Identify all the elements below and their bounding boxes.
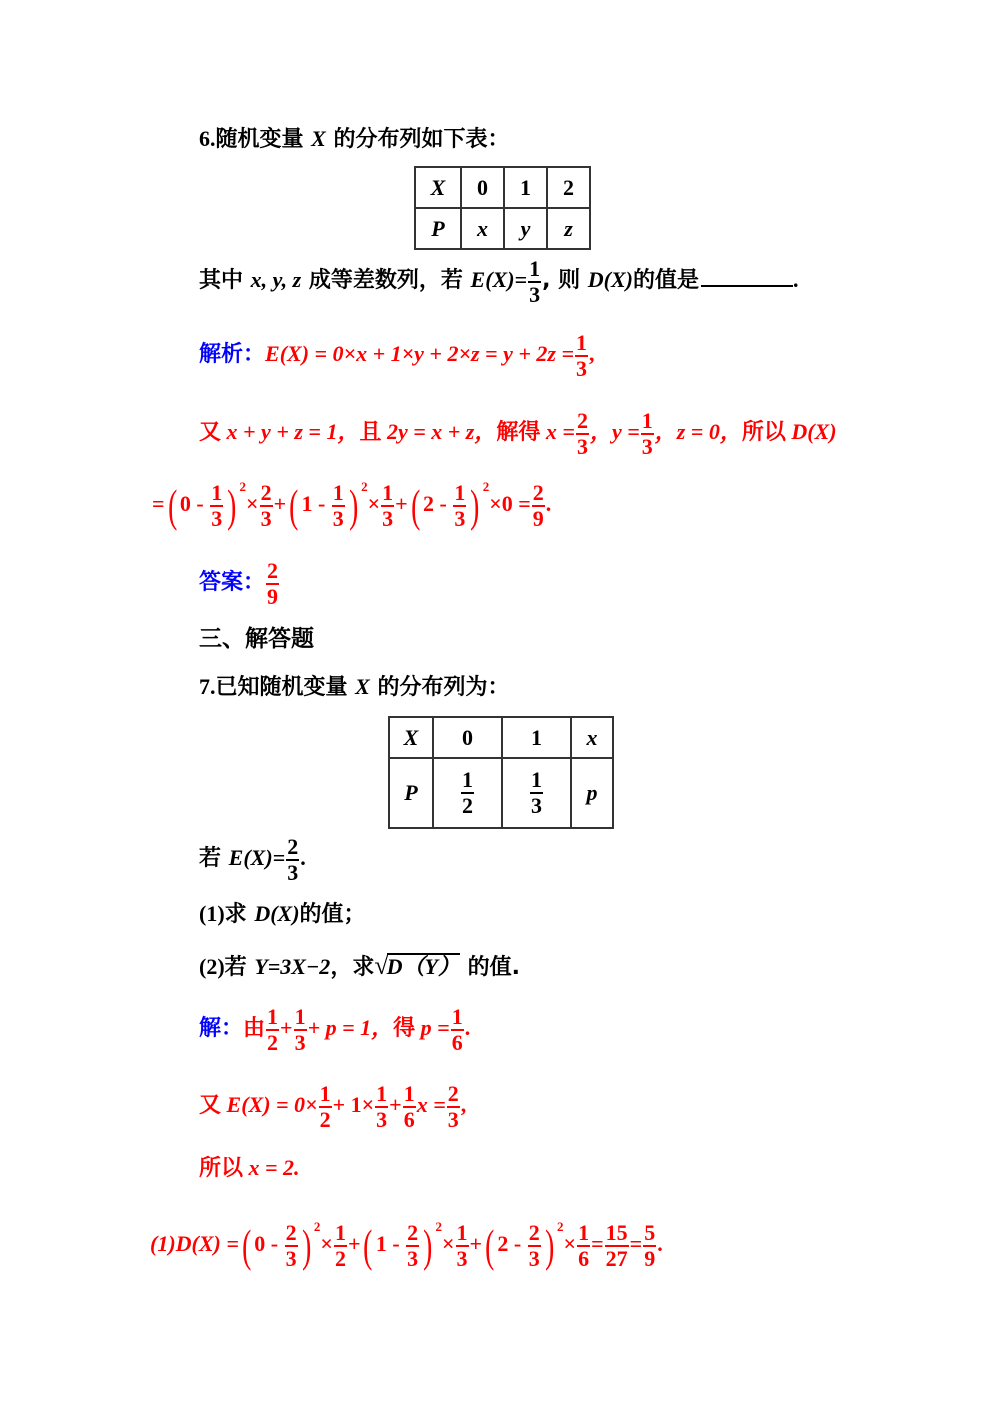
numerator: 1	[403, 1081, 415, 1106]
numerator: 2	[285, 1220, 297, 1245]
equation: ，y =	[589, 419, 640, 445]
table-header-x: X	[415, 167, 461, 208]
text: 其中	[199, 268, 251, 294]
exponent: 2	[557, 1218, 564, 1234]
prompt-text: 的分布列如下表：	[325, 127, 510, 152]
fraction	[381, 482, 394, 530]
numerator: 2	[447, 1081, 459, 1106]
numerator: 1	[641, 408, 653, 433]
denominator: 3	[576, 434, 588, 459]
denominator: 3	[641, 434, 653, 459]
numerator: 2	[407, 1220, 419, 1245]
variables: x, y, z	[250, 267, 302, 293]
part-label: (2)	[199, 954, 225, 979]
fraction	[532, 482, 545, 530]
denominator: 3	[531, 793, 542, 818]
fraction	[530, 769, 543, 817]
table-header-p: P	[389, 758, 433, 828]
text: 0	[501, 491, 513, 517]
q6-analysis-line2	[199, 410, 837, 458]
fraction	[528, 1222, 541, 1270]
q7-solution-line2	[199, 1083, 466, 1131]
fraction	[294, 1006, 307, 1054]
text: 且	[359, 420, 382, 446]
denominator: 2	[319, 1107, 331, 1132]
numerator: 1	[578, 1220, 590, 1245]
numerator: 1	[576, 330, 587, 355]
equation: E(X) = 0×x + 1×y + 2×z = y + 2z =	[265, 341, 574, 367]
expectation: E(X)=	[228, 845, 286, 871]
numerator: 1	[332, 480, 344, 505]
equation: E(X) = 0×	[221, 1092, 318, 1118]
q6-condition	[199, 258, 798, 306]
right-paren: )	[423, 1220, 433, 1271]
analysis-label: 解析：	[199, 342, 266, 368]
denominator: 6	[403, 1107, 415, 1132]
right-paren: )	[470, 480, 480, 531]
fraction	[456, 1222, 469, 1270]
q7-distribution-table	[388, 716, 614, 829]
denominator: 6	[451, 1030, 463, 1055]
numerator: 1	[451, 1004, 463, 1029]
equation: x =	[540, 419, 575, 445]
text: .	[657, 1231, 663, 1257]
left-paren: (	[410, 480, 420, 531]
left-paren: (	[363, 1220, 373, 1271]
text: 的值.	[459, 955, 520, 980]
fraction	[643, 1222, 656, 1270]
fraction	[576, 410, 589, 458]
variable: X	[355, 674, 370, 699]
fraction	[319, 1083, 332, 1131]
text: 成等差数列，若	[301, 268, 471, 294]
q7-prompt	[199, 676, 510, 699]
table-cell: 1	[502, 717, 571, 758]
table-cell: 0	[461, 167, 504, 208]
left-paren: (	[167, 480, 177, 531]
exponent: 2	[239, 478, 247, 494]
text: 0 -	[179, 491, 204, 517]
q6-analysis-line3	[152, 478, 552, 531]
solution-label: 解：	[199, 1016, 244, 1042]
equation: + p = 1，	[307, 1015, 394, 1041]
text: ,	[589, 341, 595, 367]
numerator: 1	[319, 1081, 331, 1106]
text: ,	[460, 1092, 467, 1118]
q7-solution-line3	[199, 1157, 300, 1180]
numerator: 1	[211, 480, 223, 505]
denominator: 3	[260, 506, 272, 531]
question-number: 7.	[199, 674, 216, 699]
prompt-text: 已知随机变量	[215, 675, 356, 700]
denominator: 3	[376, 1107, 388, 1132]
equation: x = 2.	[243, 1155, 300, 1180]
text: =	[518, 491, 531, 517]
q6-analysis-line1	[199, 332, 595, 380]
fraction	[375, 1083, 388, 1131]
variance: D(X)	[785, 419, 837, 445]
exponent: 2	[313, 1218, 321, 1234]
text: 1 -	[375, 1231, 400, 1257]
denominator: 3	[454, 506, 466, 531]
text: +	[347, 1231, 361, 1257]
denominator: 3	[287, 860, 299, 885]
fraction	[260, 482, 273, 530]
exponent: 2	[435, 1218, 442, 1234]
numerator: 15	[605, 1220, 628, 1245]
denominator: 6	[578, 1246, 590, 1271]
question-number: 6.	[199, 126, 216, 151]
q7-given	[199, 836, 306, 884]
text: .	[545, 491, 552, 517]
equation: x =	[416, 1092, 446, 1118]
denominator: 3	[576, 356, 587, 381]
exponent: 2	[361, 478, 368, 494]
text: 又	[199, 420, 222, 446]
text: 2 -	[497, 1231, 522, 1257]
text: .	[792, 267, 799, 293]
denominator: 2	[462, 793, 473, 818]
fraction	[286, 836, 299, 884]
fraction	[575, 332, 588, 380]
numerator: 1	[529, 256, 541, 281]
fraction	[577, 1222, 590, 1270]
fraction	[461, 769, 474, 817]
exponent: 2	[482, 478, 490, 494]
numerator: 1	[462, 767, 473, 792]
numerator: 1	[531, 767, 542, 792]
expectation: E(X)=	[470, 267, 528, 293]
equation: 2y = x + z，	[381, 419, 497, 445]
denominator: 3	[285, 1246, 297, 1271]
numerator: 1	[382, 480, 394, 505]
right-paren: )	[301, 1220, 311, 1271]
denominator: 2	[267, 1030, 279, 1055]
answer-fraction	[266, 560, 279, 608]
q7-part1	[199, 903, 366, 926]
fraction	[406, 1222, 419, 1270]
prompt-text: 随机变量	[215, 127, 312, 152]
numerator: 2	[287, 834, 299, 859]
numerator: 2	[267, 558, 279, 583]
denominator: 3	[294, 1030, 306, 1055]
numerator: 2	[528, 1220, 540, 1245]
text: =	[591, 1231, 604, 1257]
numerator: 1	[267, 1004, 279, 1029]
q6-distribution-table	[414, 166, 591, 250]
text: ×	[246, 491, 259, 517]
part-label: (1)	[199, 901, 225, 926]
denominator: 3	[407, 1246, 419, 1271]
numerator: 1	[294, 1004, 306, 1029]
denominator: 3	[528, 1246, 540, 1271]
denominator: 9	[267, 584, 279, 609]
table-header-p: P	[415, 208, 461, 249]
prompt-text: 的分布列为：	[369, 675, 510, 700]
radical-sign: √	[374, 951, 389, 980]
numerator: 1	[376, 1081, 388, 1106]
equation: ，z = 0，	[654, 419, 742, 445]
table-cell: x	[571, 717, 613, 758]
numerator: 1	[334, 1220, 346, 1245]
table-cell: 1	[504, 167, 547, 208]
text: +	[395, 491, 408, 517]
radicand: D（Y）	[386, 954, 460, 979]
q6-prompt	[199, 128, 510, 151]
text: .	[464, 1015, 471, 1041]
text: ×	[320, 1231, 333, 1257]
fraction	[453, 482, 466, 530]
text: 解得	[496, 420, 541, 446]
denominator: 3	[332, 506, 344, 531]
table-cell: 0	[433, 717, 502, 758]
variance: D(X)	[587, 267, 633, 293]
text: 又	[199, 1093, 222, 1119]
denominator: 3	[447, 1107, 459, 1132]
text: ，求	[330, 955, 375, 980]
left-paren: (	[241, 1220, 252, 1271]
text: 的值；	[299, 902, 366, 927]
left-paren: (	[289, 480, 299, 531]
table-cell: z	[547, 208, 590, 249]
denominator: 9	[532, 506, 544, 531]
right-paren: )	[348, 480, 359, 531]
left-paren: (	[485, 1220, 495, 1271]
fraction	[332, 482, 345, 530]
right-paren: )	[227, 480, 237, 531]
denominator: 3	[211, 506, 223, 531]
fraction	[285, 1222, 298, 1270]
text: ×	[367, 491, 381, 517]
denominator: 9	[644, 1246, 656, 1271]
text: +	[280, 1015, 293, 1041]
text: +	[273, 491, 287, 517]
part-label: (1)D(X) =	[150, 1231, 239, 1257]
text: 若	[224, 955, 255, 980]
fraction	[451, 1006, 464, 1054]
text: 由	[243, 1016, 266, 1042]
table-cell: x	[461, 208, 504, 249]
denominator: 2	[334, 1246, 346, 1271]
q7-part2	[199, 953, 520, 979]
text: ×	[441, 1231, 455, 1257]
numerator: 2	[576, 408, 588, 433]
numerator: 2	[260, 480, 272, 505]
text: 的值是	[632, 268, 699, 294]
text: +	[389, 1092, 402, 1118]
table-cell	[502, 758, 571, 828]
q7-solution-line1	[199, 1006, 470, 1054]
denominator: 3	[382, 506, 394, 531]
denominator: 27	[605, 1246, 628, 1271]
variance: D(X)	[254, 901, 300, 926]
fraction	[528, 258, 541, 306]
text: 0 -	[254, 1231, 279, 1257]
numerator: 1	[454, 480, 466, 505]
text: 2 -	[423, 491, 447, 517]
text: =	[629, 1231, 643, 1257]
table-cell: p	[571, 758, 613, 828]
fraction	[641, 410, 654, 458]
text: ×	[563, 1231, 577, 1257]
equation: p =	[415, 1015, 450, 1041]
denominator: 3	[529, 282, 541, 307]
fraction	[210, 482, 223, 530]
variable: X	[311, 126, 326, 151]
numerator: 5	[644, 1220, 656, 1245]
fraction	[605, 1222, 629, 1270]
fraction	[447, 1083, 460, 1131]
text: 得	[393, 1016, 416, 1042]
text: +	[469, 1231, 483, 1257]
fraction	[403, 1083, 416, 1131]
text: + 1×	[332, 1092, 375, 1118]
section-title: 三、解答题	[199, 626, 314, 652]
text: ×	[489, 491, 502, 517]
text: , 则	[542, 268, 588, 294]
answer-label: 答案：	[199, 570, 266, 596]
equation: x + y + z = 1，	[221, 419, 360, 445]
text: 所以	[741, 420, 786, 446]
q7-solution-line4	[150, 1218, 663, 1271]
table-header-x: X	[389, 717, 433, 758]
text: =	[152, 491, 165, 517]
fraction	[334, 1222, 347, 1270]
fraction	[266, 1006, 279, 1054]
text: 若	[199, 846, 229, 872]
table-cell	[433, 758, 502, 828]
equation: Y=3X−2	[254, 954, 331, 979]
right-paren: )	[544, 1220, 554, 1271]
denominator: 3	[456, 1246, 468, 1271]
numerator: 2	[532, 480, 544, 505]
table-cell: y	[504, 208, 547, 249]
table-cell: 2	[547, 167, 590, 208]
answer-blank	[701, 285, 793, 287]
text: .	[300, 845, 306, 871]
q6-answer	[199, 560, 280, 608]
text: 求	[224, 902, 255, 927]
text: 所以	[199, 1156, 244, 1181]
text: 1 -	[301, 491, 326, 517]
numerator: 1	[456, 1220, 468, 1245]
